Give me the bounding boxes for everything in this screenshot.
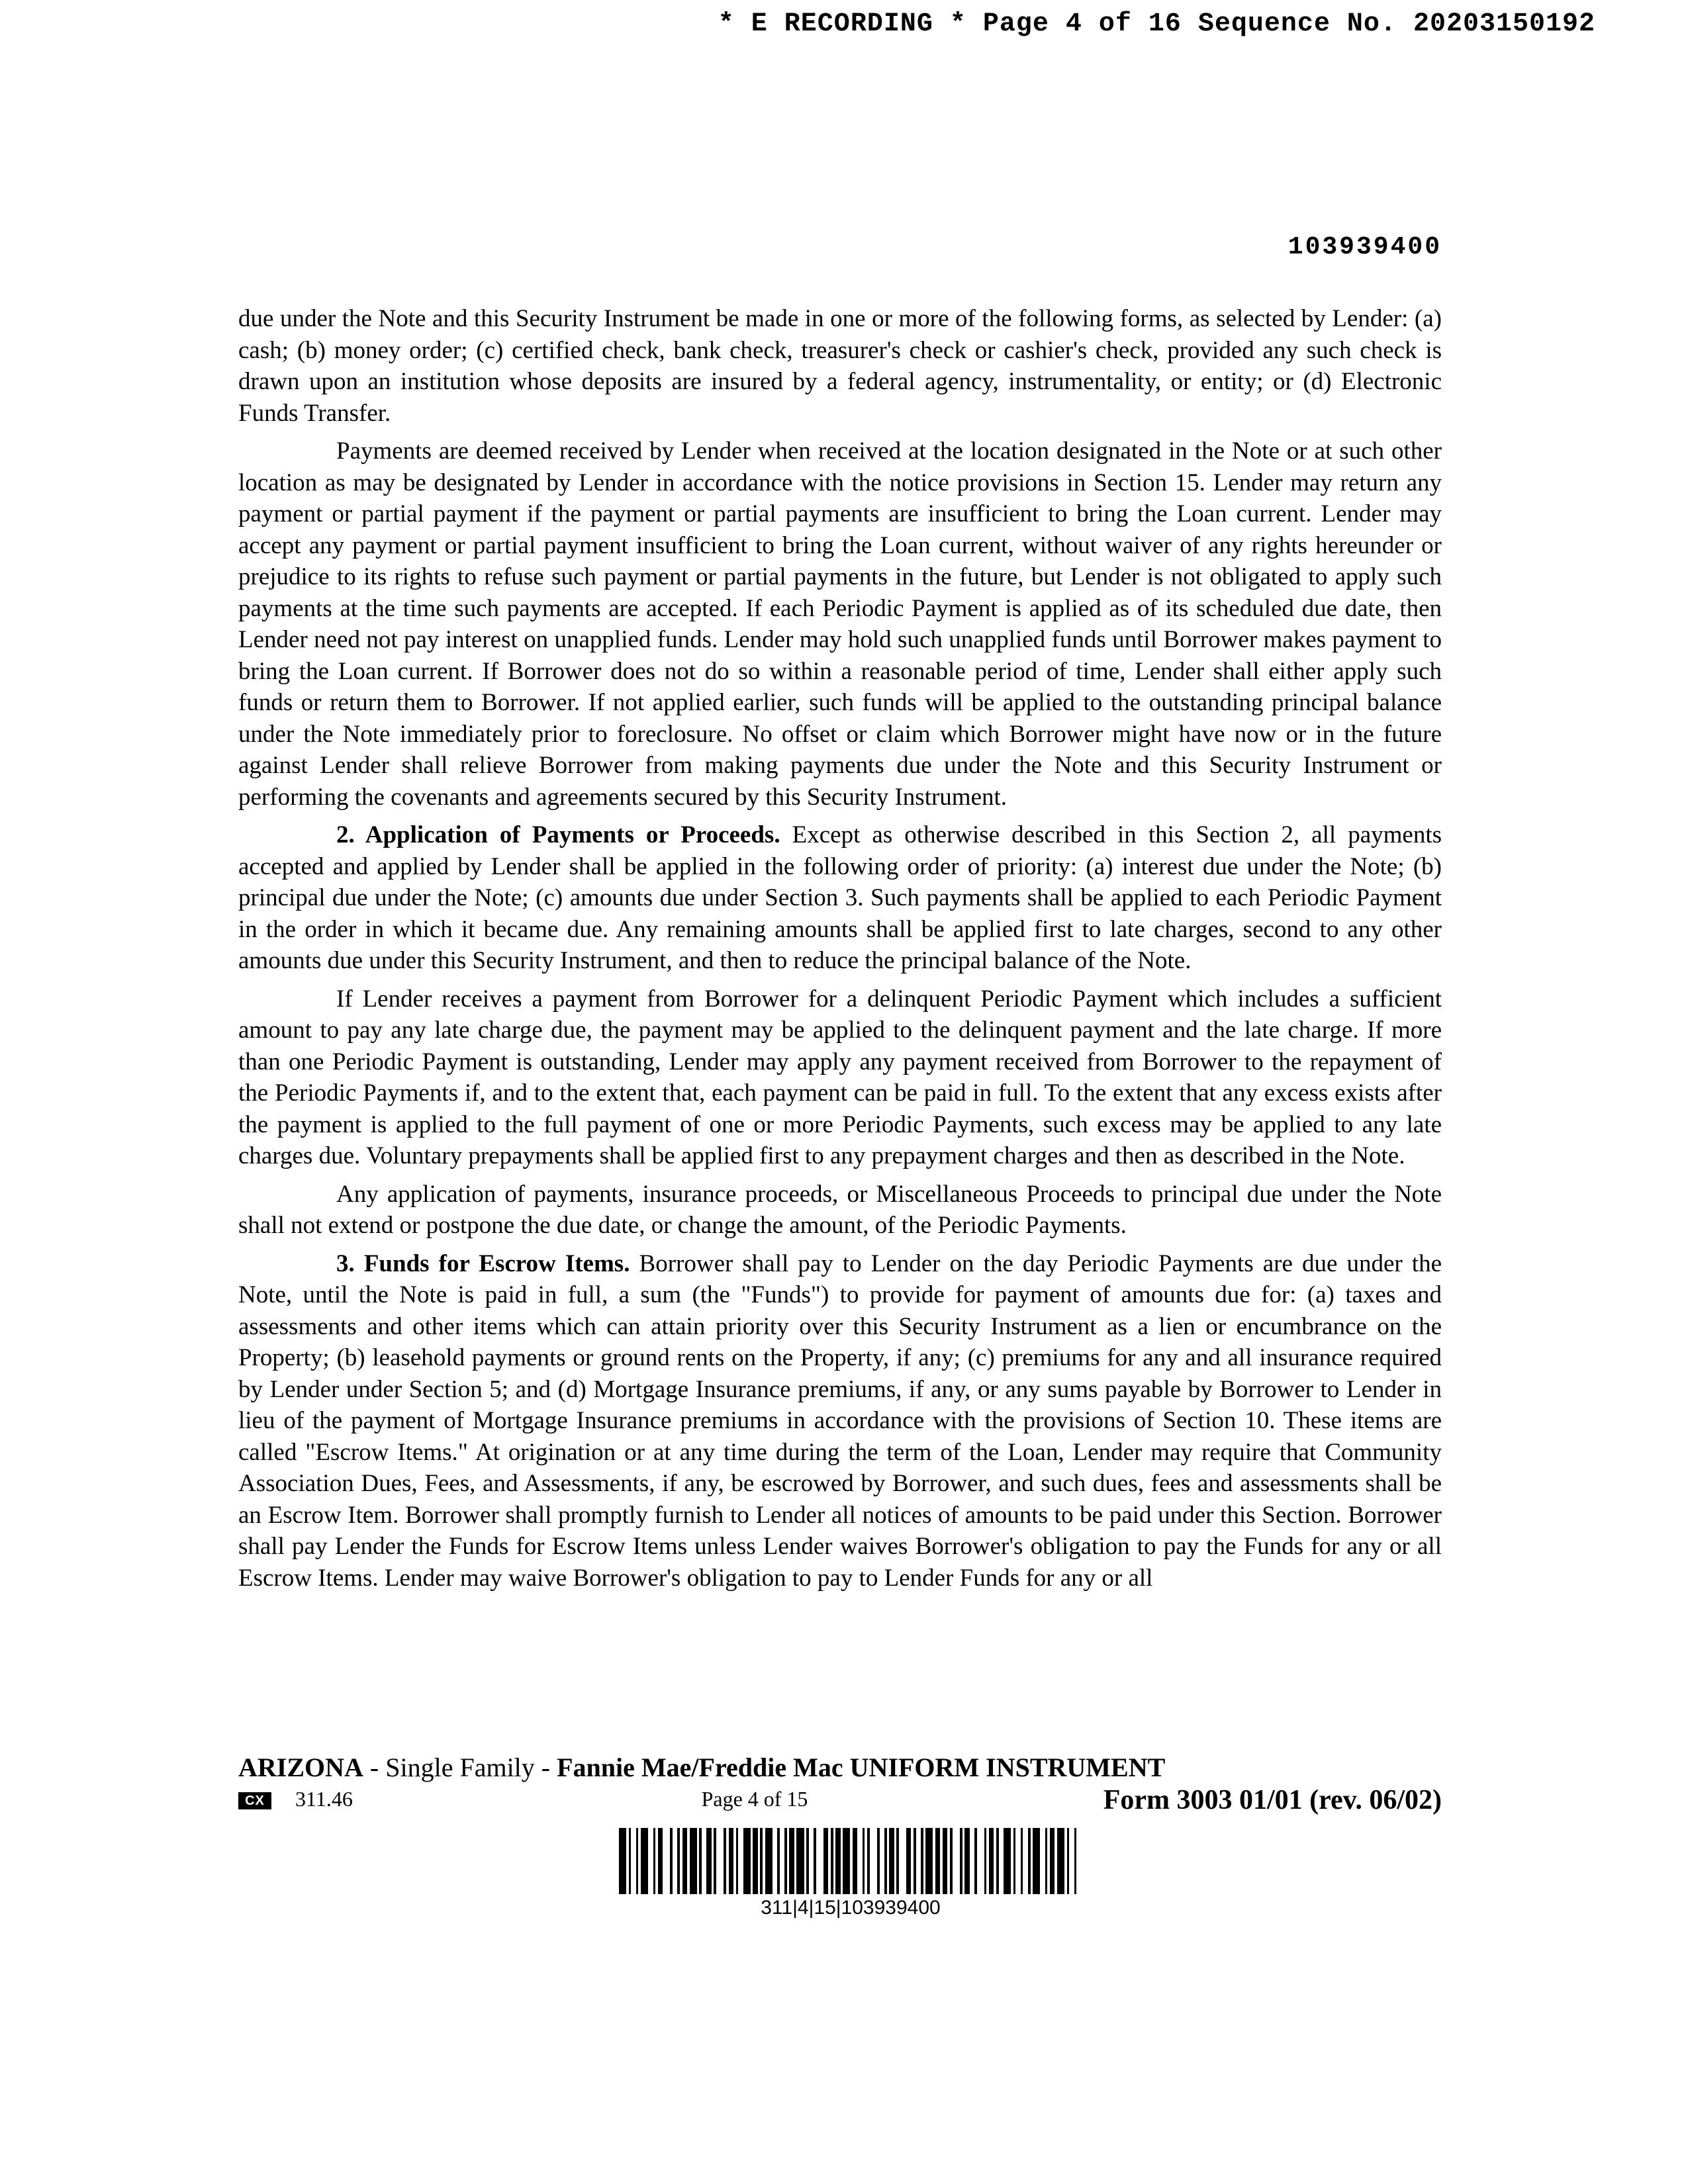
barcode-bar — [843, 1828, 850, 1894]
barcode-bar — [809, 1828, 814, 1894]
paragraph-payment-forms: due under the Note and this Security Instrument be made in one or more of the following forms, as selected by Lender: (a) cash; (b) money order; (c) certified check, bank check, treasurer's check or cashier's check, provided any such check is drawn upon an institution whose deposits are insured by a federal agency, instrumentality, or entity; or (d) Electronic Funds Transfer. — [238, 305, 1442, 427]
barcode-bar — [716, 1828, 724, 1894]
section-3-heading: 3. Funds for Escrow Items. — [336, 1250, 630, 1277]
barcode-bar — [916, 1828, 921, 1894]
barcode-bar — [765, 1828, 773, 1894]
barcode-bar — [989, 1828, 994, 1894]
recording-header: * E RECORDING * Page 4 of 16 Sequence No. 20203150192 — [718, 9, 1595, 39]
paragraph-application-misc-proceeds: Any application of payments, insurance proceeds, or Miscellaneous Proceeds to principal due under the Note shall not extend or postpone the due date, or change the amount, of the Periodic Payments. — [238, 1180, 1442, 1239]
barcode-bar — [702, 1828, 706, 1894]
barcode-bar — [835, 1828, 840, 1894]
barcode-bar — [943, 1828, 947, 1894]
barcode-icon — [619, 1828, 1082, 1894]
barcode-bar — [870, 1828, 877, 1894]
section-2-body: Except as otherwise described in this Section 2, all payments accepted and applied by Lender shall be applied in the following order of priority: (a) interest due under the Note; (b) principal due under the Note; (c) amounts due under Section 3. Such payments shall be applied to each Periodic Payment in the order in which it became due. Any remaining amounts shall be applied first to late charges, second to any other amounts due under this Security Instrument, and then to reduce the principal balance of the Note. — [238, 821, 1442, 974]
barcode-bar — [673, 1828, 677, 1894]
barcode-bar — [682, 1828, 687, 1894]
barcode-bar — [729, 1828, 733, 1894]
barcode-bar — [690, 1828, 697, 1894]
barcode-bar — [816, 1828, 823, 1894]
page-label: Page 4 of 15 — [701, 1787, 808, 1811]
barcode-bar — [789, 1828, 794, 1894]
barcode-bar — [853, 1828, 857, 1894]
barcode-bar — [880, 1828, 884, 1894]
barcode-bar — [970, 1828, 974, 1894]
document-body — [238, 303, 1442, 1600]
barcode-bar — [899, 1828, 906, 1894]
barcode-bar — [1069, 1828, 1074, 1894]
barcode-bar — [619, 1828, 626, 1894]
barcode-bar — [753, 1828, 757, 1894]
footer-instrument: Fannie Mae/Freddie Mac UNIFORM INSTRUMENT — [557, 1752, 1166, 1782]
footer-separator: - Single Family - — [363, 1752, 557, 1782]
barcode-bar — [889, 1828, 894, 1894]
barcode-bar — [1040, 1828, 1045, 1894]
barcode-bar — [631, 1828, 635, 1894]
section-2-heading: 2. Application of Payments or Proceeds. — [336, 821, 780, 848]
barcode-bar — [663, 1828, 670, 1894]
barcode-bar — [658, 1828, 663, 1894]
paragraph-delinquent-payment: If Lender receives a payment from Borrower for a delinquent Periodic Payment which includes a sufficient amount to pay any late charge due, the payment may be applied to the delinquent payment and the late charge. If more than one Periodic Payment is outstanding, Lender may apply any payment received from Borrower to the repayment of the Periodic Payments if, and to the extent that, each payment can be paid in full. To the extent that any excess exists after the payment is applied to the full payment of one or more Periodic Payments, such excess may be applied to any late charges due. Voluntary prepayments shall be applied first to any prepayment charges and then as described in the Note. — [238, 985, 1442, 1169]
barcode-text: 311|4|15|103939400 — [761, 1897, 941, 1919]
form-number: Form 3003 01/01 (rev. 06/02) — [1103, 1785, 1442, 1815]
barcode-bar — [1004, 1828, 1011, 1894]
barcode-bar — [648, 1828, 653, 1894]
section-3-body: Borrower shall pay to Lender on the day Periodic Payments are due under the Note, until the Note is paid in full, a sum (the "Funds") to provide for payment of amounts due for: (a) taxes and assessments and other items which can attain priority over this Security Instrument as a lien or encumbrance on the Property; (b) leasehold payments or ground rents on the Property, if any; (c) premiums for any and all insurance required by Lender under Section 5; and (d) Mortgage Insurance premiums, if any, or any sums payable by Borrower to Lender in lieu of the payment of Mortgage Insurance premiums in accordance with the provisions of Section 10. These items are called "Escrow Items." At origination or at any time during the term of the Loan, Lender may require that Community Association Dues, Fees, and Assessments, if any, be escrowed by Borrower, and such dues, fees and assessments shall be an Escrow Item. Borrower shall promptly furnish to Lender all notices of amounts to be paid under this Section. Borrower shall pay Lender the Funds for Escrow Items unless Lender waives Borrower's obligation to pay the Funds for any or all Escrow Items. Lender may waive Borrower's obligation to pay to Lender Funds for any or all — [238, 1250, 1442, 1592]
form-code: 311.46 — [295, 1787, 353, 1811]
paragraph-application-of-payments — [238, 819, 1442, 977]
barcode-bar — [1057, 1828, 1064, 1894]
barcode-bar — [935, 1828, 940, 1894]
barcode-bar — [906, 1828, 911, 1894]
footer-state: ARIZONA — [238, 1752, 363, 1782]
loan-number: 103939400 — [1288, 233, 1442, 261]
barcode-bar — [823, 1828, 828, 1894]
barcode-bar — [857, 1828, 862, 1894]
barcode-bar — [977, 1828, 984, 1894]
form-logo-icon: CX — [238, 1792, 271, 1809]
barcode-bar — [953, 1828, 960, 1894]
barcode-bar — [738, 1828, 743, 1894]
barcode-bar — [1050, 1828, 1055, 1894]
barcode-bar — [773, 1828, 777, 1894]
barcode-bar — [964, 1828, 969, 1894]
footer-row — [238, 1787, 1442, 1821]
barcode-bar — [999, 1828, 1004, 1894]
barcode-bar — [1076, 1828, 1081, 1894]
barcode-bar — [780, 1828, 784, 1894]
barcode-bar — [1023, 1828, 1027, 1894]
barcode-bar — [743, 1828, 751, 1894]
barcode-bar — [1033, 1828, 1040, 1894]
barcode-bar — [1015, 1828, 1020, 1894]
barcode-bar — [641, 1828, 648, 1894]
barcode-bar — [796, 1828, 804, 1894]
paragraph-escrow-items — [238, 1248, 1442, 1594]
barcode-bar — [706, 1828, 711, 1894]
barcode-bar — [925, 1828, 933, 1894]
footer-title — [238, 1752, 1165, 1783]
paragraph-payments-received: Payments are deemed received by Lender when received at the location designated in the Note or at such other location as may be designated by Lender in accordance with the notice provisions in Section 15. Lender may return any payment or partial payment if the payment or partial payments are insufficient to bring the Loan current. Lender may accept any payment or partial payment insufficient to bring the Loan current, without waiver of any rights hereunder or prejudice to its rights to refuse such payment or partial payments in the future, but Lender is not obligated to apply such payments at the time such payments are accepted. If each Periodic Payment is applied as of its scheduled due date, then Lender need not pay interest on unapplied funds. Lender may hold such unapplied funds until Borrower makes payment to bring the Loan current. If Borrower does not do so within a reasonable period of time, Lender shall either apply such funds or return them to Borrower. If not applied earlier, such funds will be applied to the outstanding principal balance under the Note immediately prior to foreclosure. No offset or claim which Borrower might have now or in the future against Lender shall relieve Borrower from making payments due under the Note and this Security Instrument or performing the covenants and agreements secured by this Security Instrument. — [238, 437, 1442, 811]
